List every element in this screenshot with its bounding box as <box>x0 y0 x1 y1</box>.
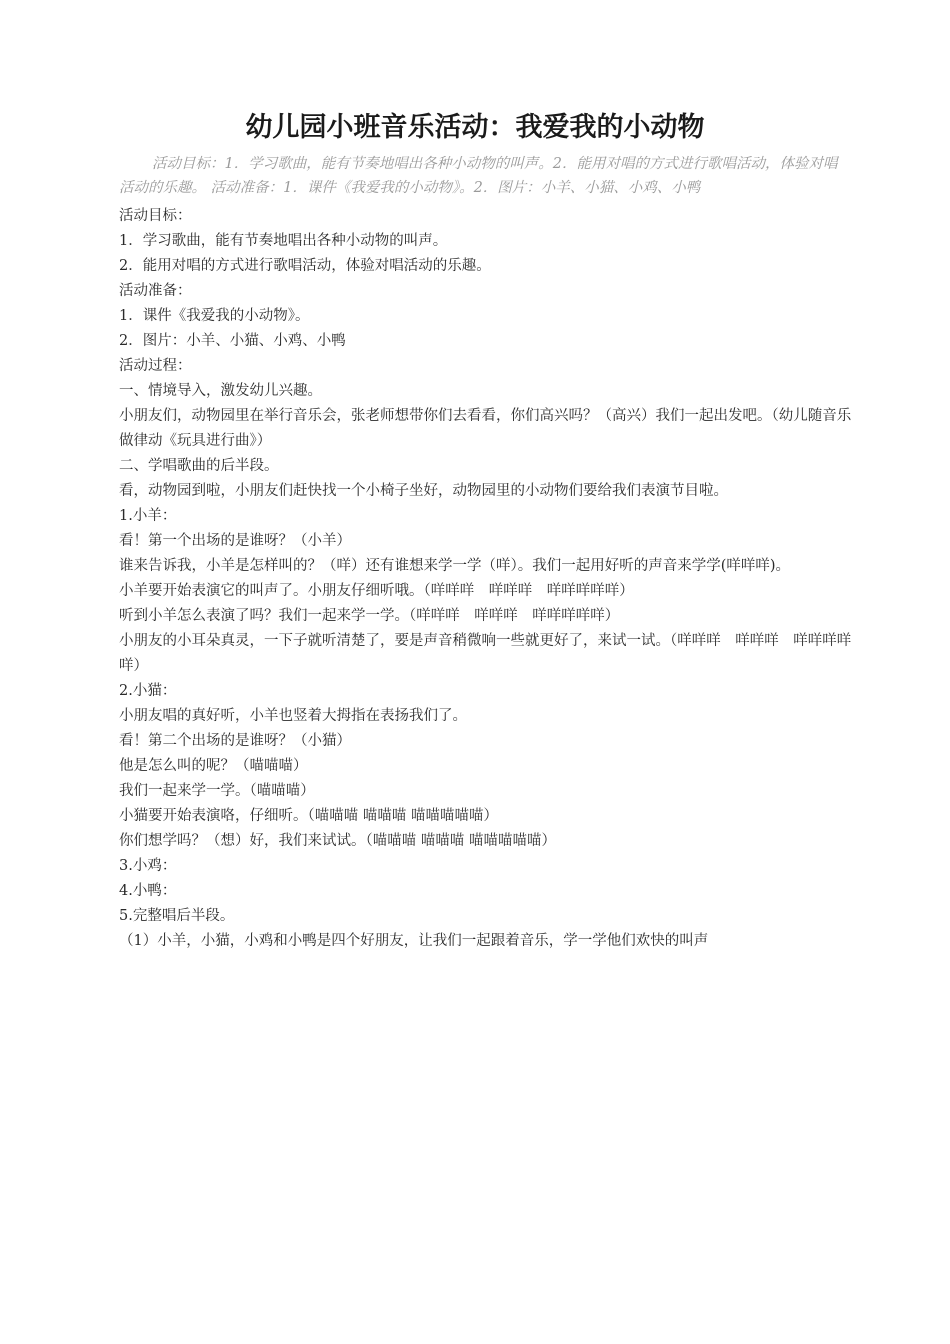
body-line: 他是怎么叫的呢？（喵喵喵） <box>119 758 308 774</box>
body-line: 3.小鸡： <box>119 858 177 874</box>
body-line: 1．学习歌曲，能有节奏地唱出各种小动物的叫声。 <box>119 233 448 249</box>
body-line: 小朋友们，动物园里在举行音乐会，张老师想带你们去看看，你们高兴吗？（高兴）我们一起出发吧。（幼儿随音乐做律动《玩具进行曲》） <box>119 408 852 449</box>
body-line: 小朋友唱的真好听，小羊也竖着大拇指在表扬我们了。 <box>119 708 467 724</box>
body-line: 二、学唱歌曲的后半段。 <box>119 458 279 474</box>
body-line: 2.小猫： <box>119 683 177 699</box>
body-line: 5.完整唱后半段。 <box>119 908 235 924</box>
body-line: （1）小羊，小猫，小鸡和小鸭是四个好朋友，让我们一起跟着音乐，学一学他们欢快的叫声 <box>119 933 709 949</box>
body-line: 小猫要开始表演咯，仔细听。（喵喵喵 喵喵喵 喵喵喵喵喵） <box>119 808 498 824</box>
document-title: 幼儿园小班音乐活动：我爱我的小动物 <box>245 112 705 143</box>
body-line: 我们一起来学一学。（喵喵喵） <box>119 783 315 799</box>
body-line: 小朋友的小耳朵真灵，一下子就听清楚了，要是声音稍微响一些就更好了，来试一试。（咩咩咩 咩咩咩 咩咩咩咩咩） <box>119 633 852 674</box>
body-line: 活动过程： <box>119 358 192 374</box>
body-line: 看！第二个出场的是谁呀？（小猫） <box>119 733 351 749</box>
document-body <box>119 204 859 954</box>
body-line: 4.小鸭： <box>119 883 177 899</box>
body-line: 你们想学吗？（想）好，我们来试试。（喵喵喵 喵喵喵 喵喵喵喵喵） <box>119 833 556 849</box>
body-line: 谁来告诉我，小羊是怎样叫的？（咩）还有谁想来学一学（咩）。我们一起用好听的声音来学学(咩咩咩)。 <box>119 558 791 574</box>
body-line: 2．能用对唱的方式进行歌唱活动，体验对唱活动的乐趣。 <box>119 258 491 274</box>
body-line: 活动目标： <box>119 208 192 224</box>
body-line: 2．图片：小羊、小猫、小鸡、小鸭 <box>119 333 346 349</box>
body-line: 听到小羊怎么表演了吗？我们一起来学一学。（咩咩咩 咩咩咩 咩咩咩咩咩） <box>119 608 620 624</box>
body-line: 活动准备： <box>119 283 192 299</box>
document-summary: 活动目标：1．学习歌曲，能有节奏地唱出各种小动物的叫声。2．能用对唱的方式进行歌唱活动，体验对唱活动的乐趣。 活动准备：1．课件《我爱我的小动物》。2．图片：小羊、小猫、小鸡、小鸭 <box>119 156 838 196</box>
body-line: 看，动物园到啦，小朋友们赶快找一个小椅子坐好，动物园里的小动物们要给我们表演节目啦。 <box>119 483 728 499</box>
body-line: 看！第一个出场的是谁呀？（小羊） <box>119 533 351 549</box>
body-line: 1.小羊： <box>119 508 177 524</box>
body-line: 1．课件《我爱我的小动物》。 <box>119 308 310 324</box>
body-line: 一、情境导入，激发幼儿兴趣。 <box>119 383 322 399</box>
body-line: 小羊要开始表演它的叫声了。小朋友仔细听哦。（咩咩咩 咩咩咩 咩咩咩咩咩） <box>119 583 634 599</box>
